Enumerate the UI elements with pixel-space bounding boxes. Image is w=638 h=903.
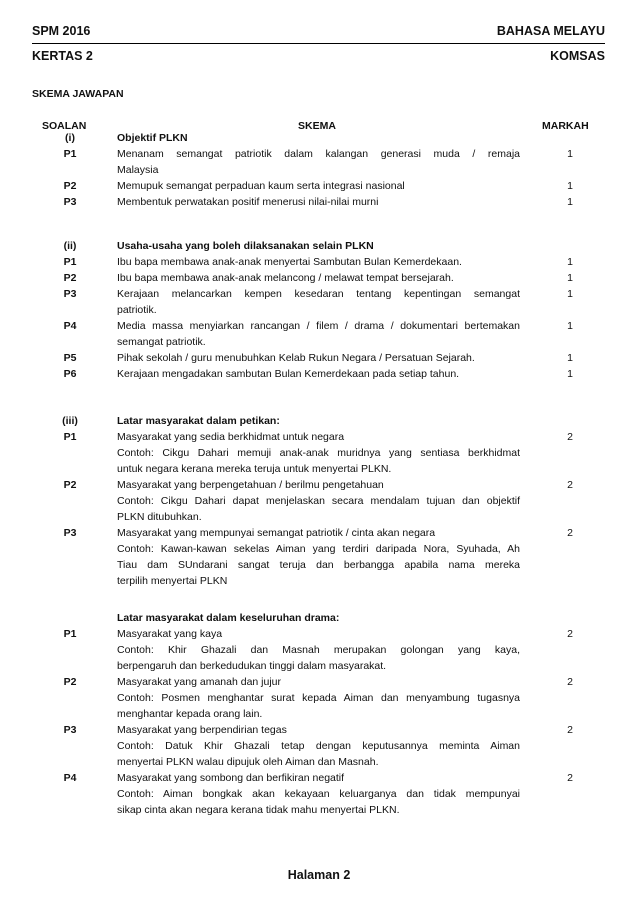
question-label: P2 <box>63 676 77 688</box>
question-label: P4 <box>63 772 77 784</box>
scheme-text: Masyarakat yang berpendirian tegas <box>117 724 287 736</box>
question-label: P3 <box>63 527 77 539</box>
mark-value: 1 <box>567 180 573 192</box>
header-exam-year: SPM 2016 <box>32 24 91 38</box>
scheme-text: untuk negara kerana mereka teruja untuk menyertai PLKN. <box>117 463 392 475</box>
section-heading: Latar masyarakat dalam petikan: <box>117 415 280 427</box>
scheme-text: Masyarakat yang berpengetahuan / berilmu pengetahuan <box>117 479 384 491</box>
question-label: (iii) <box>62 415 78 427</box>
column-header-markah: MARKAH <box>542 120 589 132</box>
question-label: P3 <box>63 196 77 208</box>
scheme-text: Kerajaan melancarkan kempen kesedaran tentang kepentingan semangat <box>117 288 520 300</box>
document-title: SKEMA JAWAPAN <box>32 88 124 100</box>
scheme-text: patriotik. <box>117 304 157 316</box>
scheme-text: Contoh: Aiman bongkak akan kekayaan keluarganya dan tidak mempunyai <box>117 788 520 800</box>
column-header-soalan: SOALAN <box>42 120 87 132</box>
page-footer: Halaman 2 <box>287 868 351 882</box>
scheme-text: PLKN ditubuhkan. <box>117 511 202 523</box>
scheme-text: menghantar kepada orang lain. <box>117 708 263 720</box>
scheme-text: Media massa menyiarkan rancangan / filem / drama / dokumentari bertemakan <box>117 320 520 332</box>
mark-value: 1 <box>567 256 573 268</box>
mark-value: 2 <box>567 628 573 640</box>
scheme-text: terpilih menyertai PLKN <box>117 575 228 587</box>
header-divider <box>32 43 605 44</box>
mark-value: 1 <box>567 352 573 364</box>
scheme-text: Ibu bapa membawa anak-anak melancong / melawat tempat bersejarah. <box>117 272 454 284</box>
scheme-text: Masyarakat yang sedia berkhidmat untuk negara <box>117 431 345 443</box>
mark-value: 1 <box>567 272 573 284</box>
scheme-text: Contoh: Khir Ghazali dan Masnah merupakan golongan yang kaya, <box>117 644 520 656</box>
question-label: (i) <box>65 132 75 144</box>
mark-value: 2 <box>567 676 573 688</box>
scheme-text: Masyarakat yang kaya <box>117 628 223 640</box>
question-label: P2 <box>63 180 77 192</box>
question-label: P3 <box>63 288 77 300</box>
question-label: P1 <box>63 431 77 443</box>
question-label: (ii) <box>63 240 77 252</box>
mark-value: 1 <box>567 320 573 332</box>
question-label: P1 <box>63 148 77 160</box>
mark-value: 1 <box>567 368 573 380</box>
question-label: P2 <box>63 272 77 284</box>
scheme-text: Malaysia <box>117 164 159 176</box>
header-paper: KERTAS 2 <box>32 49 93 63</box>
header-section: KOMSAS <box>550 49 605 63</box>
section-heading: Objektif PLKN <box>117 132 188 144</box>
scheme-text: sikap cinta akan negara kerana tidak mahu menyertai PLKN. <box>117 804 400 816</box>
scheme-text: Contoh: Cikgu Dahari memuji anak-anak muridnya yang sentiasa berkhidmat <box>117 447 520 459</box>
mark-value: 1 <box>567 196 573 208</box>
scheme-text: Contoh: Datuk Khir Ghazali tetap dengan keputusannya meminta Aiman <box>117 740 520 752</box>
question-label: P1 <box>63 256 77 268</box>
section-heading: Usaha-usaha yang boleh dilaksanakan selain PLKN <box>117 240 374 252</box>
scheme-text: Kerajaan mengadakan sambutan Bulan Kemerdekaan pada setiap tahun. <box>117 368 460 380</box>
scheme-text: Menanam semangat patriotik dalam kalangan generasi muda / remaja <box>117 148 520 160</box>
question-label: P1 <box>63 628 77 640</box>
question-label: P3 <box>63 724 77 736</box>
scheme-text: Masyarakat yang amanah dan jujur <box>117 676 282 688</box>
section-heading: Latar masyarakat dalam keseluruhan drama: <box>117 612 340 624</box>
mark-value: 2 <box>567 479 573 491</box>
scheme-text: Tiau dam SUndarani sangat teruja dan berbangga apabila nama mereka <box>117 559 520 571</box>
scheme-text: semangat patriotik. <box>117 336 206 348</box>
mark-value: 1 <box>567 148 573 160</box>
mark-value: 2 <box>567 431 573 443</box>
column-header-skema: SKEMA <box>298 120 336 132</box>
question-label: P4 <box>63 320 77 332</box>
scheme-text: Ibu bapa membawa anak-anak menyertai Sambutan Bulan Kemerdekaan. <box>117 256 462 268</box>
scheme-text: Contoh: Posmen menghantar surat kepada Aiman dan menyambung tugasnya <box>117 692 520 704</box>
question-label: P2 <box>63 479 77 491</box>
scheme-text: berpengaruh dan berkedudukan tinggi dalam masyarakat. <box>117 660 387 672</box>
scheme-text: menyertai PLKN walau dipujuk oleh Aiman dan Masnah. <box>117 756 379 768</box>
scheme-text: Pihak sekolah / guru menubuhkan Kelab Rukun Negara / Persatuan Sejarah. <box>117 352 475 364</box>
scheme-text: Contoh: Cikgu Dahari dapat menjelaskan secara mendalam tujuan dan objektif <box>117 495 520 507</box>
scheme-text: Masyarakat yang mempunyai semangat patriotik / cinta akan negara <box>117 527 436 539</box>
question-label: P5 <box>63 352 77 364</box>
question-label: P6 <box>63 368 77 380</box>
scheme-text: Contoh: Kawan-kawan sekelas Aiman yang terdiri daripada Nora, Syuhada, Ah <box>117 543 520 555</box>
mark-value: 1 <box>567 288 573 300</box>
header-subject: BAHASA MELAYU <box>496 24 605 38</box>
mark-value: 2 <box>567 527 573 539</box>
scheme-text: Memupuk semangat perpaduan kaum serta integrasi nasional <box>117 180 405 192</box>
mark-value: 2 <box>567 724 573 736</box>
scheme-text: Membentuk perwatakan positif menerusi nilai-nilai murni <box>117 196 379 208</box>
mark-value: 2 <box>567 772 573 784</box>
scheme-text: Masyarakat yang sombong dan berfikiran negatif <box>117 772 345 784</box>
